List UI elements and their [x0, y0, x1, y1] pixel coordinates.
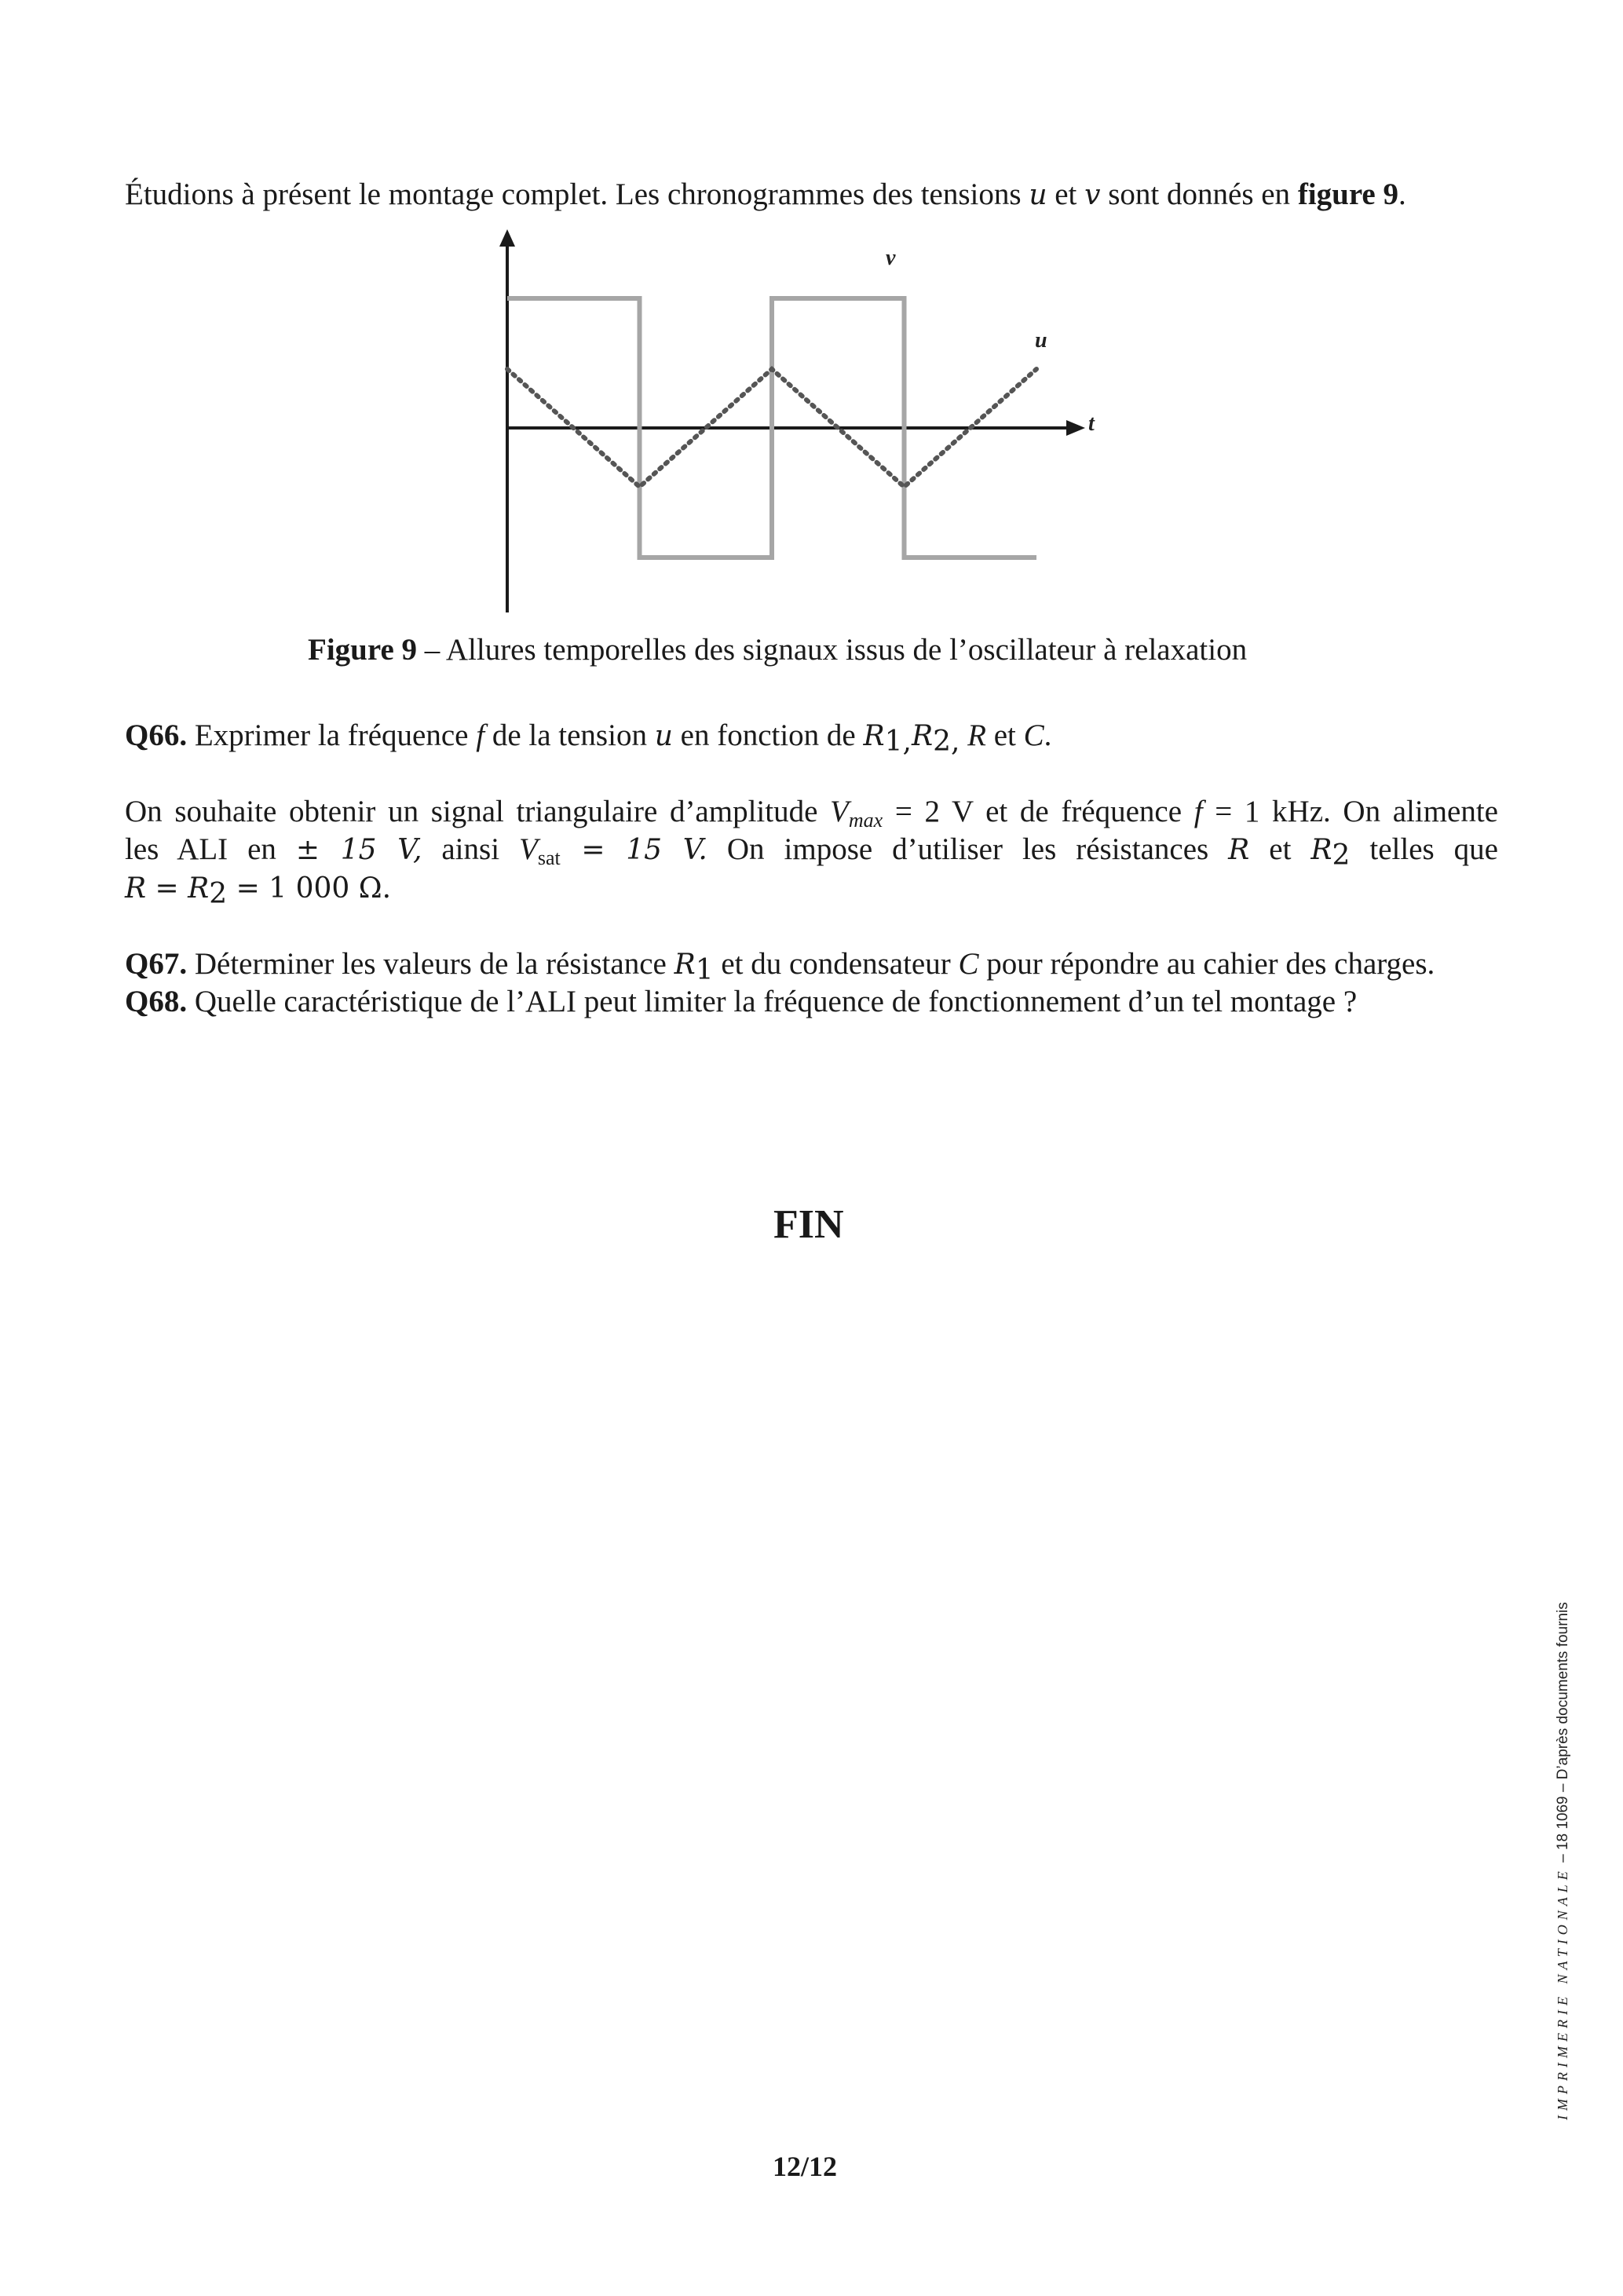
q66-label: Q66.	[125, 718, 188, 752]
label-u: u	[1035, 328, 1047, 353]
figure-9-chart	[471, 220, 1146, 628]
label-v: v	[886, 246, 896, 270]
spec-paragraph	[125, 793, 1498, 908]
printer-reference: – 18 1069 – D’après documents fournis	[1555, 1602, 1571, 1867]
question-q66: Q66. Exprimer la fréquence f de la tension u en fonction de $R_{1,}R_{2,}$ R et C.	[125, 718, 1052, 758]
printer-name: IMPRIMERIE NATIONALE	[1555, 1866, 1570, 2120]
var-v: v	[1084, 179, 1101, 211]
question-q68: Q68. Quelle caractéristique de l’ALI peut limiter la fréquence de fonctionnement d’un tel montage ?	[125, 985, 1358, 1018]
q67-label: Q67.	[125, 947, 188, 981]
figure-caption	[308, 631, 1407, 669]
spec-line-1: On souhaite obtenir un signal triangulaire d’amplitude $V_{max} = 2$ V et de fréquence f = 1 kHz. On alimente	[125, 795, 1498, 832]
end-marker: FIN	[773, 1202, 844, 1247]
question-q67: Q67. Déterminer les valeurs de la résistance $R_1$ et du condensateur C pour répondre au cahier des charges.	[125, 947, 1435, 986]
label-t: t	[1088, 411, 1095, 436]
q68-label: Q68.	[125, 985, 188, 1018]
spec-line-2: les ALI en ± 15 V, ainsi $V_{sat} = 15$ V. On impose d’utiliser les résistances R et $R_2$ telles que	[125, 832, 1498, 872]
var-u: u	[1029, 179, 1047, 211]
figure-reference: figure 9	[1297, 177, 1398, 211]
intro-paragraph: Étudions à présent le montage complet. Les chronogrammes des tensions u et v sont donnés en figure 9.	[125, 177, 1406, 211]
figure-caption-label: Figure 9	[308, 633, 418, 667]
printer-sidebar	[1555, 1602, 1572, 2120]
y-axis-arrow	[499, 229, 515, 247]
spec-line-3: $R = R_2 = 1$ 000 Ω.	[125, 872, 392, 910]
figure-caption-text: – Allures temporelles des signaux issus de l’oscillateur à relaxation	[417, 633, 1248, 667]
x-axis-arrow	[1066, 420, 1085, 436]
page-number: 12/12	[773, 2151, 838, 2182]
